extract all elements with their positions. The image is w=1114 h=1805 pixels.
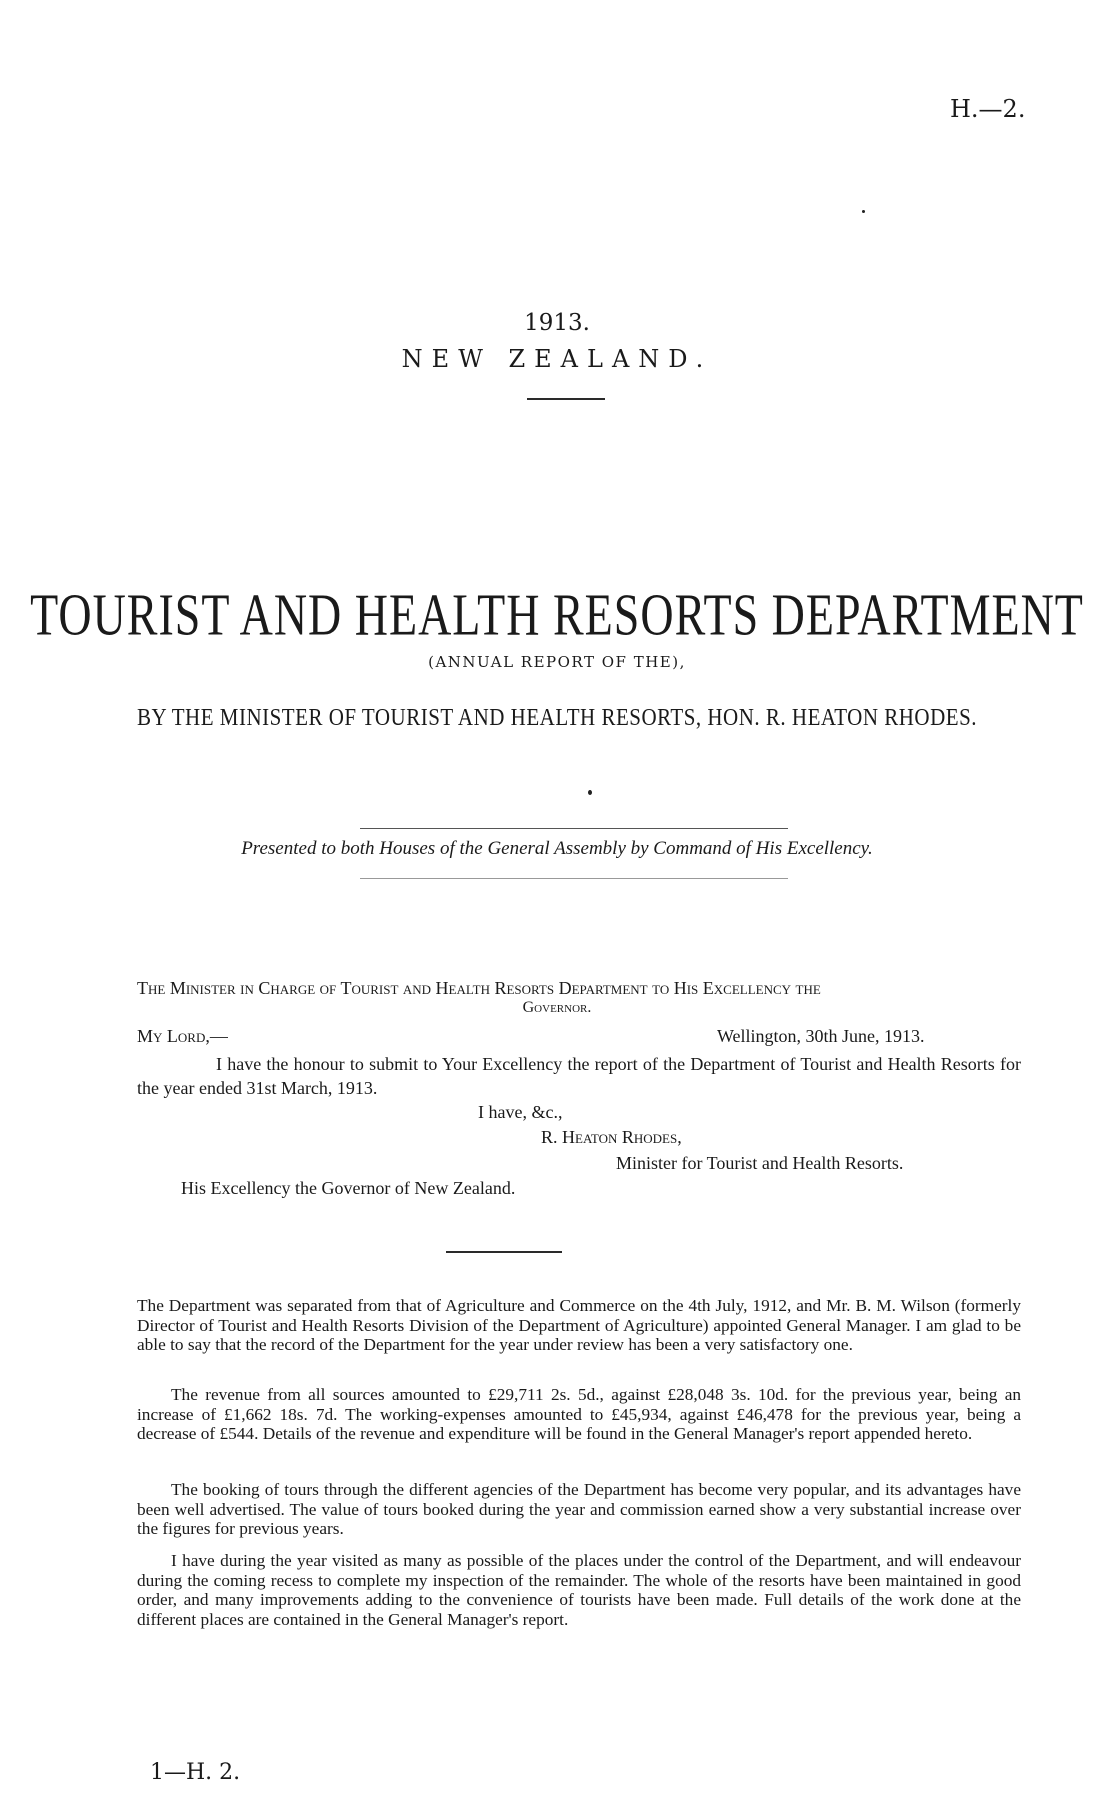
- letter-body: I have the honour to submit to Your Excellency the report of the Department of Tourist and Health Resorts for the year ended 31st March, 1913.: [137, 1054, 1021, 1098]
- report-paragraph-2: The revenue from all sources amounted to £29,711 2s. 5d., against £28,048 3s. 10d. for the previous year, being an increase of £1,662 18s. 7d. The working-expenses amounted to £45,934, against £46,478 for the previous year, being a decrease of £544. Details of the revenue and expenditure will be found in the General Manager's report appended hereto.: [137, 1385, 1021, 1444]
- ink-speck: [862, 210, 865, 213]
- letter-closing: I have, &c.,: [478, 1102, 563, 1122]
- masthead-rule: [527, 398, 605, 400]
- presented-rule-bottom: [360, 878, 788, 879]
- signature-mark: 1—H. 2.: [150, 1760, 241, 1785]
- letter-salutation: My Lord,—: [137, 1026, 228, 1046]
- report-year: 1913.: [524, 310, 590, 336]
- report-paragraph-4: I have during the year visited as many as possible of the places under the control of the Department, and will endeavour during the coming recess to complete my inspection of the remainder. The whole of the resorts have been maintained in good order, and many improvements adding to the convenience of tourists have been made. Full details of the work done at the different places are contained in the General Manager's report.: [137, 1551, 1021, 1629]
- letter-address: The Minister in Charge of Tourist and Health Resorts Department to His Excellency the: [137, 978, 821, 998]
- letter-place-date: Wellington, 30th June, 1913.: [717, 1026, 925, 1046]
- page-reference: H.—2.: [950, 95, 1026, 123]
- report-byline: BY THE MINISTER OF TOURIST AND HEALTH RESORTS, HON. R. HEATON RHODES.: [136, 703, 978, 731]
- presented-rule-top: [360, 828, 788, 829]
- report-subtitle: (ANNUAL REPORT OF THE),: [428, 653, 686, 671]
- presented-line: Presented to both Houses of the General Assembly by Command of His Excellency.: [241, 838, 873, 859]
- letter-signatory-title: Minister for Tourist and Health Resorts.: [616, 1153, 904, 1173]
- country-heading: NEW ZEALAND.: [401, 345, 713, 373]
- ink-speck: [588, 790, 592, 795]
- letter-address-governor: Governor.: [522, 999, 592, 1016]
- report-title: TOURIST AND HEALTH RESORTS DEPARTMENT: [30, 581, 1084, 648]
- report-paragraph-3: The booking of tours through the different agencies of the Department has become very popular, and its advantages have been well advertised. The value of tours booked during the year and commission earned show a very substantial increase over the figures for previous years.: [137, 1480, 1021, 1539]
- letter-signatory: R. Heaton Rhodes,: [541, 1127, 682, 1147]
- letter-addressee: His Excellency the Governor of New Zealand.: [181, 1178, 516, 1198]
- report-paragraph-1: The Department was separated from that of Agriculture and Commerce on the 4th July, 1912, and Mr. B. M. Wilson (formerly Director of Tourist and Health Resorts Division of the Department of Agriculture) appointed General Manager. I am glad to be able to say that the record of the Department for the year under review has been a very satisfactory one.: [137, 1296, 1021, 1355]
- section-rule: [446, 1251, 562, 1253]
